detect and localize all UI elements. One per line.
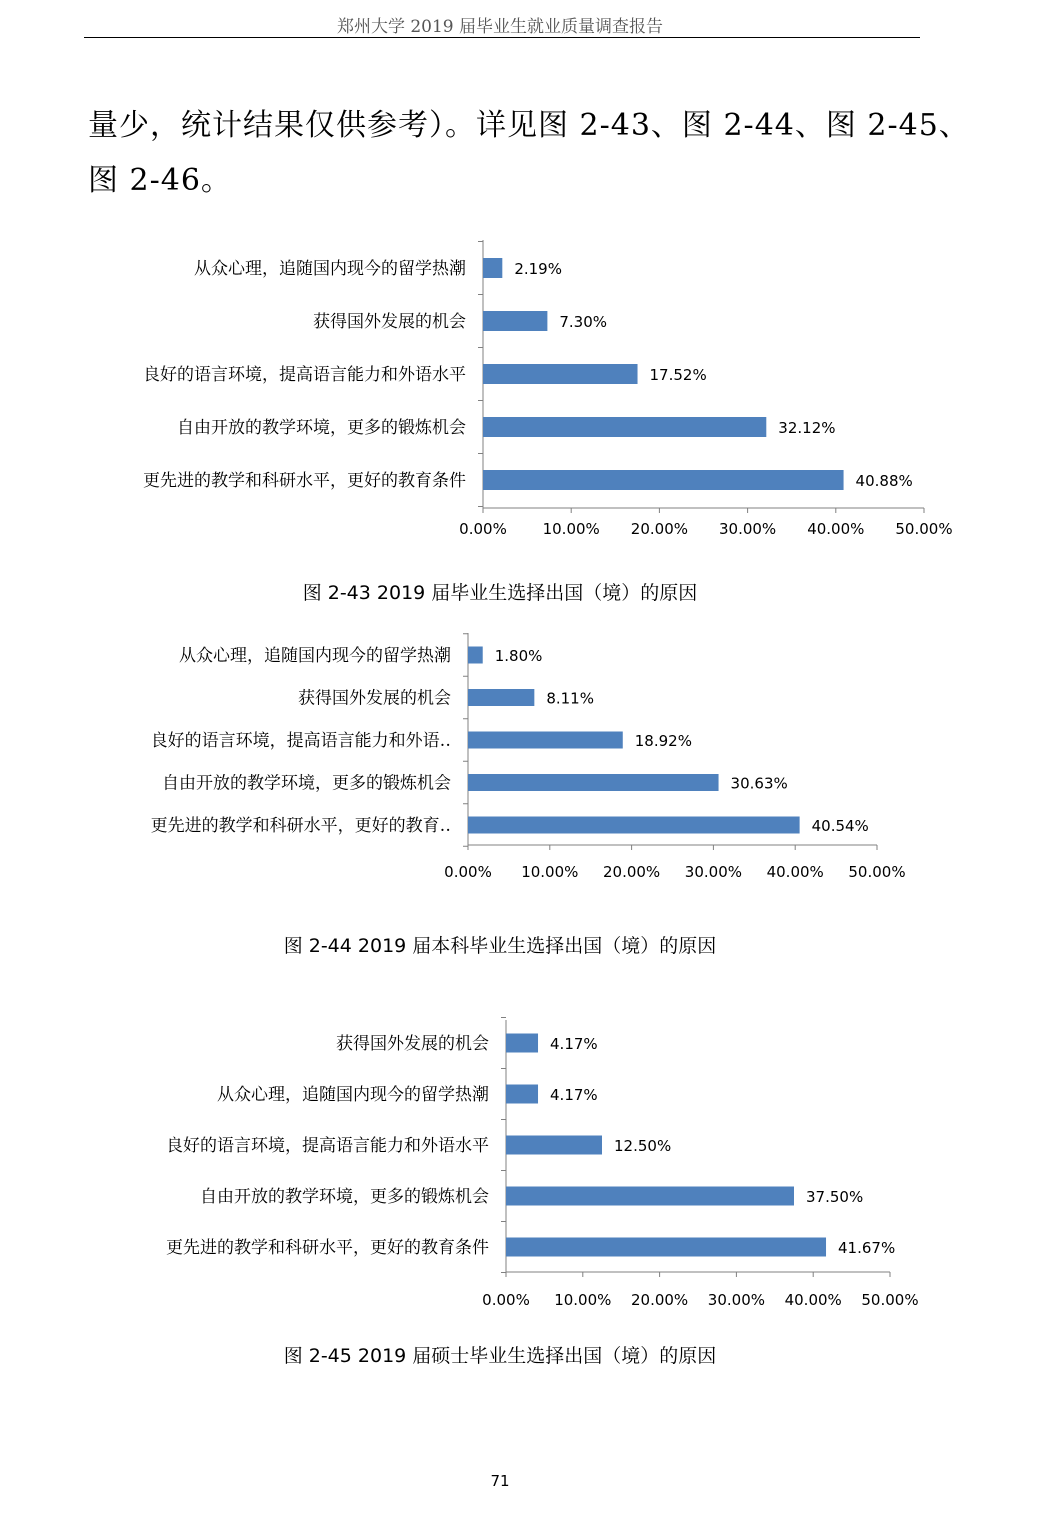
body-text-line-1: 量少，统计结果仅供参考）。详见图 2-43、图 2-44、图 2-45、 (88, 108, 970, 143)
data-label: 30.63% (730, 774, 788, 793)
tick-label: 30.00% (707, 1291, 766, 1309)
tick-label: 20.00% (630, 1291, 689, 1309)
bar (483, 311, 547, 331)
figure-caption-2-44: 图 2-44 2019 届本科毕业生选择出国（境）的原因 (283, 935, 717, 957)
data-label: 40.54% (811, 817, 869, 835)
bar (506, 1238, 826, 1257)
bar (483, 470, 844, 490)
data-label: 17.52% (649, 366, 707, 384)
bar (483, 258, 502, 278)
category-label: 更先进的教学和科研水平，更好的教育‥ (150, 816, 451, 836)
data-label: 41.67% (838, 1239, 896, 1257)
bar (468, 689, 534, 706)
bar (468, 732, 623, 749)
data-label: 8.11% (546, 689, 594, 708)
category-label: 更先进的教学和科研水平，更好的教育条件 (166, 1238, 489, 1258)
bar (506, 1085, 538, 1104)
tick-label: 0.00% (482, 1291, 530, 1309)
data-label: 18.92% (634, 732, 692, 750)
category-label: 获得国外发展的机会 (336, 1034, 489, 1054)
tick-label: 50.00% (895, 520, 953, 538)
bar (506, 1187, 794, 1206)
chart-2-44 (0, 625, 1044, 895)
bar (468, 817, 800, 834)
tick-label: 10.00% (554, 1291, 612, 1309)
figure-caption-2-45: 图 2-45 2019 届硕士毕业生选择出国（境）的原因 (283, 1345, 717, 1367)
bar (468, 647, 483, 664)
figure-caption-2-43: 图 2-43 2019 届毕业生选择出国（境）的原因 (302, 582, 698, 604)
data-label: 1.80% (494, 647, 543, 665)
tick-label: 10.00% (521, 863, 579, 881)
data-label: 7.30% (559, 313, 608, 331)
data-label: 40.88% (855, 472, 913, 490)
chart-2-45 (0, 1010, 1044, 1310)
page-number: 71 (490, 1472, 510, 1490)
tick-label: 30.00% (684, 863, 743, 881)
tick-label: 0.00% (444, 863, 492, 881)
data-label: 4.17% (550, 1035, 598, 1053)
tick-label: 50.00% (861, 1291, 919, 1309)
data-label: 37.50% (806, 1188, 864, 1206)
category-label: 从众心理，追随国内现今的留学热潮 (194, 259, 466, 279)
header-rule (84, 37, 920, 38)
category-label: 获得国外发展的机会 (298, 688, 451, 709)
bar (483, 364, 638, 384)
category-label: 获得国外发展的机会 (313, 312, 466, 332)
bar (506, 1136, 602, 1155)
category-label: 更先进的教学和科研水平，更好的教育条件 (143, 471, 466, 491)
data-label: 12.50% (614, 1137, 672, 1155)
data-label: 4.17% (550, 1086, 598, 1104)
tick-label: 0.00% (459, 520, 507, 538)
category-label: 从众心理，追随国内现今的留学热潮 (217, 1085, 489, 1105)
category-label: 良好的语言环境，提高语言能力和外语水平 (166, 1136, 489, 1156)
tick-label: 20.00% (602, 863, 661, 881)
tick-label: 50.00% (848, 863, 906, 881)
page-header: 郑州大学 2019 届毕业生就业质量调查报告 (336, 17, 664, 37)
category-label: 从众心理，追随国内现今的留学热潮 (179, 646, 451, 666)
category-label: 自由开放的教学环境，更多的锻炼机会 (162, 773, 451, 794)
data-label: 2.19% (514, 260, 562, 278)
tick-label: 20.00% (630, 520, 689, 538)
chart-2-43 (0, 230, 1044, 550)
tick-label: 40.00% (784, 1291, 842, 1309)
tick-label: 30.00% (718, 520, 777, 538)
bar (468, 774, 719, 791)
category-label: 良好的语言环境，提高语言能力和外语水平 (143, 365, 466, 385)
data-label: 32.12% (778, 419, 836, 437)
body-text-line-2: 图 2-46。 (88, 163, 232, 198)
bar (483, 417, 766, 437)
category-label: 自由开放的教学环境，更多的锻炼机会 (177, 418, 466, 438)
tick-label: 10.00% (542, 520, 600, 538)
category-label: 自由开放的教学环境，更多的锻炼机会 (200, 1187, 489, 1207)
category-label: 良好的语言环境，提高语言能力和外语‥ (150, 731, 451, 751)
bar (506, 1034, 538, 1053)
tick-label: 40.00% (766, 863, 824, 881)
tick-label: 40.00% (807, 520, 865, 538)
